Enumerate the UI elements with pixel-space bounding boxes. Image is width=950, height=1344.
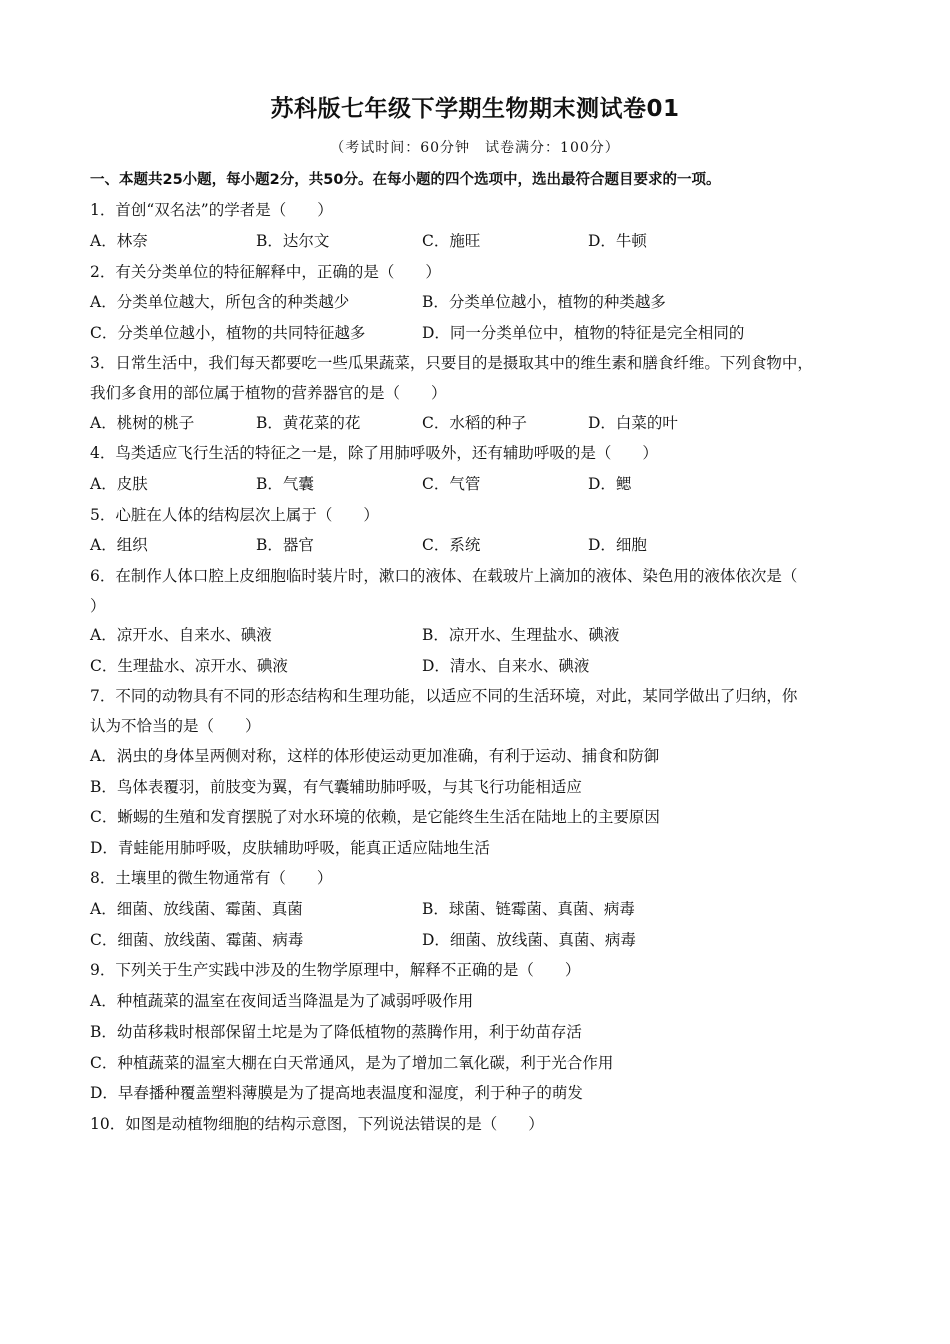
- option-a: A．分类单位越大，所包含的种类越少: [90, 293, 350, 311]
- question-9-option-b: B．幼苗移栽时根部保留土坨是为了降低植物的蒸腾作用，利于幼苗存活: [90, 1023, 582, 1041]
- question-3-stem-line2: 我们多食用的部位属于植物的营养器官的是（ ）: [90, 384, 447, 402]
- question-7-option-b: B．鸟体表覆羽，前肢变为翼，有气囊辅助肺呼吸，与其飞行功能相适应: [90, 778, 582, 796]
- question-9-option-d: D．早春播种覆盖塑料薄膜是为了提高地表温度和湿度，利于种子的萌发: [90, 1084, 583, 1102]
- option-d: D．清水、自来水、碘液: [422, 657, 590, 675]
- option-d: D．鳃: [588, 475, 632, 493]
- page-title: 苏科版七年级下学期生物期末测试卷01: [270, 96, 680, 122]
- option-b: B．凉开水、生理盐水、碘液: [422, 626, 620, 644]
- question-2-stem: 2．有关分类单位的特征解释中，正确的是（ ）: [90, 263, 441, 281]
- question-7-option-d: D．青蛙能用肺呼吸，皮肤辅助呼吸，能真正适应陆地生活: [90, 839, 490, 857]
- question-9-option-c: C．种植蔬菜的温室大棚在白天常通风，是为了增加二氧化碳，利于光合作用: [90, 1054, 614, 1072]
- option-b: B．达尔文: [256, 232, 330, 250]
- option-a: A．组织: [90, 536, 148, 554]
- question-5-stem: 5．心脏在人体的结构层次上属于（ ）: [90, 506, 379, 524]
- option-a: A．凉开水、自来水、碘液: [90, 626, 272, 644]
- option-c: C．分类单位越小，植物的共同特征越多: [90, 324, 366, 342]
- option-d: D．同一分类单位中，植物的特征是完全相同的: [422, 324, 745, 342]
- question-3-stem-line1: 3．日常生活中，我们每天都要吃一些瓜果蔬菜，只要目的是摄取其中的维生素和膳食纤维。下列食物中，: [90, 354, 813, 372]
- section-heading: 一、本题共25小题，每小题2分，共50分。在每小题的四个选项中，选出最符合题目要求的一项。: [90, 172, 721, 188]
- option-c: C．细菌、放线菌、霉菌、病毒: [90, 931, 304, 949]
- option-d: D．白菜的叶: [588, 414, 678, 432]
- question-7-stem-line1: 7．不同的动物具有不同的形态结构和生理功能，以适应不同的生活环境，对此，某同学做出了归纳，你: [90, 687, 798, 705]
- option-c: C．气管: [422, 475, 481, 493]
- option-b: B．黄花菜的花: [256, 414, 361, 432]
- question-10-stem: 10．如图是动植物细胞的结构示意图，下列说法错误的是（ ）: [90, 1115, 544, 1133]
- option-b: B．气囊: [256, 475, 314, 493]
- question-1-stem: 1．首创“双名法”的学者是（ ）: [90, 201, 333, 219]
- option-d: D．细胞: [588, 536, 647, 554]
- option-a: A．细菌、放线菌、霉菌、真菌: [90, 900, 303, 918]
- option-b: B．球菌、链霉菌、真菌、病毒: [422, 900, 635, 918]
- question-8-stem: 8．土壤里的微生物通常有（ ）: [90, 869, 333, 887]
- question-7-option-a: A．涡虫的身体呈两侧对称，这样的体形使运动更加准确，有利于运动、捕食和防御: [90, 747, 660, 765]
- option-b: B．分类单位越小，植物的种类越多: [422, 293, 666, 311]
- option-d: D．细菌、放线菌、真菌、病毒: [422, 931, 636, 949]
- question-9-option-a: A．种植蔬菜的温室在夜间适当降温是为了减弱呼吸作用: [90, 992, 474, 1010]
- question-7-option-c: C．蜥蜴的生殖和发育摆脱了对水环境的依赖，是它能终生生活在陆地上的主要原因: [90, 808, 660, 826]
- option-c: C．施旺: [422, 232, 481, 250]
- question-6-stem-line2: ）: [90, 597, 106, 615]
- option-c: C．系统: [422, 536, 481, 554]
- question-7-stem-line2: 认为不恰当的是（ ）: [90, 717, 261, 735]
- option-b: B．器官: [256, 536, 314, 554]
- exam-info: （考试时间：60分钟 试卷满分：100分）: [330, 140, 620, 156]
- option-d: D．牛顿: [588, 232, 647, 250]
- question-6-stem-line1: 6．在制作人体口腔上皮细胞临时装片时，漱口的液体、在载玻片上滴加的液体、染色用的液体依次是（: [90, 567, 798, 585]
- option-a: A．林奈: [90, 232, 148, 250]
- option-c: C．水稻的种子: [422, 414, 527, 432]
- question-4-stem: 4．鸟类适应飞行生活的特征之一是，除了用肺呼吸外，还有辅助呼吸的是（ ）: [90, 444, 658, 462]
- option-c: C．生理盐水、凉开水、碘液: [90, 657, 288, 675]
- option-a: A．桃树的桃子: [90, 414, 195, 432]
- question-9-stem: 9．下列关于生产实践中涉及的生物学原理中，解释不正确的是（ ）: [90, 961, 581, 979]
- option-a: A．皮肤: [90, 475, 148, 493]
